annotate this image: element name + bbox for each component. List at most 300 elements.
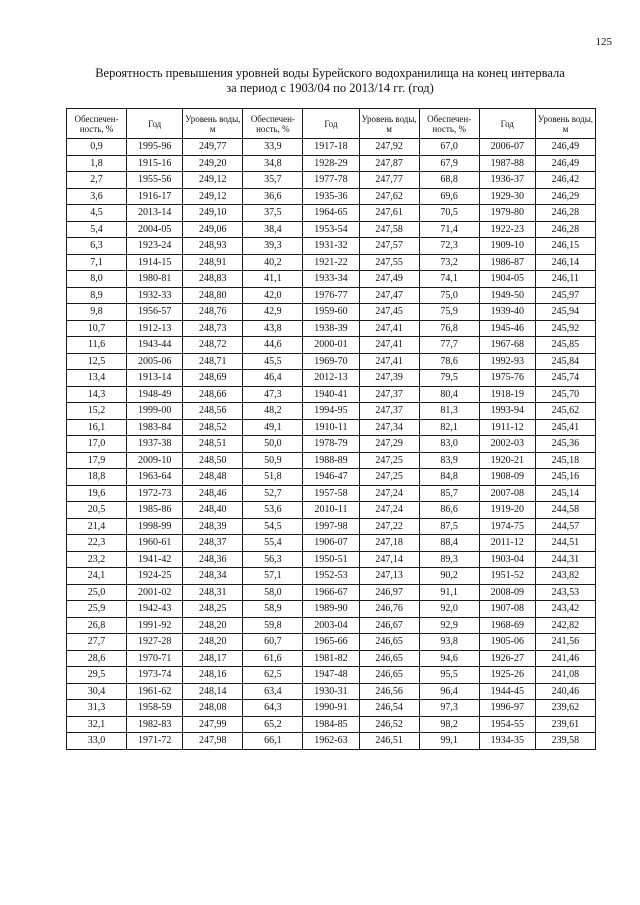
table-cell: 2004-05 [127, 221, 183, 238]
table-cell: 246,51 [359, 733, 419, 750]
table-cell: 249,20 [183, 155, 243, 172]
table-cell: 1981-82 [303, 650, 359, 667]
table-cell: 248,16 [183, 667, 243, 684]
table-cell: 247,45 [359, 304, 419, 321]
table-cell: 64,3 [243, 700, 303, 717]
table-cell: 247,49 [359, 271, 419, 288]
table-cell: 24,1 [67, 568, 127, 585]
table-cell: 1975-76 [479, 370, 535, 387]
table-cell: 1909-10 [479, 238, 535, 255]
table-row [67, 502, 596, 519]
table-cell: 1987-88 [479, 155, 535, 172]
table-cell: 248,93 [183, 238, 243, 255]
column-header: Обеспечен-ность, % [67, 109, 127, 139]
table-cell: 14,3 [67, 386, 127, 403]
table-cell: 83,9 [419, 452, 479, 469]
table-cell: 31,3 [67, 700, 127, 717]
table-cell: 1948-49 [127, 386, 183, 403]
table-cell: 60,7 [243, 634, 303, 651]
table-cell: 70,5 [419, 205, 479, 222]
table-cell: 246,65 [359, 650, 419, 667]
table-cell: 1965-66 [303, 634, 359, 651]
table-cell: 99,1 [419, 733, 479, 750]
table-cell: 40,2 [243, 254, 303, 271]
table-cell: 81,3 [419, 403, 479, 420]
table-cell: 82,1 [419, 419, 479, 436]
table-cell: 243,42 [535, 601, 595, 618]
table-cell: 2012-13 [303, 370, 359, 387]
table-cell: 1995-96 [127, 139, 183, 156]
table-row [67, 271, 596, 288]
table-cell: 245,74 [535, 370, 595, 387]
table-cell: 10,7 [67, 320, 127, 337]
table-cell: 55,4 [243, 535, 303, 552]
table-cell: 249,12 [183, 172, 243, 189]
table-row [67, 683, 596, 700]
table-cell: 247,58 [359, 221, 419, 238]
table-cell: 49,1 [243, 419, 303, 436]
table-cell: 45,5 [243, 353, 303, 370]
table-cell: 44,6 [243, 337, 303, 354]
table-row [67, 254, 596, 271]
table-cell: 243,53 [535, 584, 595, 601]
table-row [67, 617, 596, 634]
table-cell: 3,6 [67, 188, 127, 205]
table-cell: 1966-67 [303, 584, 359, 601]
table-cell: 248,73 [183, 320, 243, 337]
table-cell: 1978-79 [303, 436, 359, 453]
table-cell: 91,1 [419, 584, 479, 601]
table-cell: 248,34 [183, 568, 243, 585]
table-cell: 248,25 [183, 601, 243, 618]
table-cell: 1947-48 [303, 667, 359, 684]
table-cell: 1911-12 [479, 419, 535, 436]
table-cell: 84,8 [419, 469, 479, 486]
table-cell: 33,9 [243, 139, 303, 156]
table-cell: 50,0 [243, 436, 303, 453]
table-cell: 1929-30 [479, 188, 535, 205]
table-cell: 1916-17 [127, 188, 183, 205]
table-cell: 75,0 [419, 287, 479, 304]
table-cell: 246,28 [535, 205, 595, 222]
table-cell: 248,39 [183, 518, 243, 535]
table-cell: 87,5 [419, 518, 479, 535]
table-cell: 38,4 [243, 221, 303, 238]
table-cell: 1954-55 [479, 716, 535, 733]
table-cell: 1979-80 [479, 205, 535, 222]
table-cell: 247,29 [359, 436, 419, 453]
table-cell: 245,85 [535, 337, 595, 354]
table-cell: 2000-01 [303, 337, 359, 354]
table-cell: 244,58 [535, 502, 595, 519]
table-cell: 248,37 [183, 535, 243, 552]
table-row [67, 205, 596, 222]
table-cell: 1996-97 [479, 700, 535, 717]
table-cell: 1913-14 [127, 370, 183, 387]
table-cell: 1926-27 [479, 650, 535, 667]
table-cell: 68,8 [419, 172, 479, 189]
table-cell: 1953-54 [303, 221, 359, 238]
table-cell: 245,94 [535, 304, 595, 321]
table-cell: 247,99 [183, 716, 243, 733]
table-cell: 16,1 [67, 419, 127, 436]
table-cell: 1933-34 [303, 271, 359, 288]
column-header: Обеспечен-ность, % [243, 109, 303, 139]
table-cell: 30,4 [67, 683, 127, 700]
table-cell: 248,50 [183, 452, 243, 469]
table-cell: 19,6 [67, 485, 127, 502]
table-cell: 9,8 [67, 304, 127, 321]
table-cell: 52,7 [243, 485, 303, 502]
table-cell: 245,18 [535, 452, 595, 469]
table-cell: 50,9 [243, 452, 303, 469]
table-cell: 244,51 [535, 535, 595, 552]
table-cell: 247,55 [359, 254, 419, 271]
table-cell: 98,2 [419, 716, 479, 733]
table-cell: 247,62 [359, 188, 419, 205]
table-cell: 61,6 [243, 650, 303, 667]
table-cell: 247,24 [359, 485, 419, 502]
table-row [67, 650, 596, 667]
table-cell: 56,3 [243, 551, 303, 568]
table-cell: 247,92 [359, 139, 419, 156]
table-cell: 1930-31 [303, 683, 359, 700]
table-cell: 1967-68 [479, 337, 535, 354]
table-row [67, 403, 596, 420]
table-cell: 241,56 [535, 634, 595, 651]
table-cell: 1959-60 [303, 304, 359, 321]
table-cell: 1988-89 [303, 452, 359, 469]
table-cell: 66,1 [243, 733, 303, 750]
table-row [67, 287, 596, 304]
table-cell: 8,0 [67, 271, 127, 288]
table-cell: 247,77 [359, 172, 419, 189]
table-row [67, 386, 596, 403]
table-cell: 1984-85 [303, 716, 359, 733]
table-cell: 28,6 [67, 650, 127, 667]
table-cell: 2001-02 [127, 584, 183, 601]
table-cell: 1972-73 [127, 485, 183, 502]
table-cell: 35,7 [243, 172, 303, 189]
table-row [67, 667, 596, 684]
table-cell: 248,69 [183, 370, 243, 387]
table-row [67, 172, 596, 189]
table-cell: 23,2 [67, 551, 127, 568]
table-cell: 1942-43 [127, 601, 183, 618]
table-cell: 1935-36 [303, 188, 359, 205]
table-cell: 90,2 [419, 568, 479, 585]
table-cell: 74,1 [419, 271, 479, 288]
table-cell: 1964-65 [303, 205, 359, 222]
table-cell: 1922-23 [479, 221, 535, 238]
table-row [67, 370, 596, 387]
table-cell: 85,7 [419, 485, 479, 502]
table-cell: 58,9 [243, 601, 303, 618]
table-row [67, 551, 596, 568]
column-header: Год [127, 109, 183, 139]
table-cell: 1941-42 [127, 551, 183, 568]
table-cell: 89,3 [419, 551, 479, 568]
table-cell: 248,20 [183, 634, 243, 651]
table-cell: 22,3 [67, 535, 127, 552]
table-cell: 245,70 [535, 386, 595, 403]
table-cell: 54,5 [243, 518, 303, 535]
table-cell: 97,3 [419, 700, 479, 717]
table-cell: 46,4 [243, 370, 303, 387]
table-cell: 247,41 [359, 353, 419, 370]
table-row [67, 518, 596, 535]
table-cell: 247,22 [359, 518, 419, 535]
table-cell: 1986-87 [479, 254, 535, 271]
table-cell: 1955-56 [127, 172, 183, 189]
table-cell: 243,82 [535, 568, 595, 585]
table-cell: 26,8 [67, 617, 127, 634]
table-cell: 245,16 [535, 469, 595, 486]
table-cell: 248,46 [183, 485, 243, 502]
table-row [67, 337, 596, 354]
table-cell: 72,3 [419, 238, 479, 255]
table-cell: 247,47 [359, 287, 419, 304]
table-cell: 67,9 [419, 155, 479, 172]
table-cell: 1937-38 [127, 436, 183, 453]
table-cell: 246,28 [535, 221, 595, 238]
table-cell: 1914-15 [127, 254, 183, 271]
table-cell: 1957-58 [303, 485, 359, 502]
table-cell: 96,4 [419, 683, 479, 700]
column-header: Уровень воды, м [183, 109, 243, 139]
table-cell: 2010-11 [303, 502, 359, 519]
table-cell: 1956-57 [127, 304, 183, 321]
table-cell: 248,83 [183, 271, 243, 288]
table-cell: 1951-52 [479, 568, 535, 585]
table-cell: 1932-33 [127, 287, 183, 304]
table-cell: 1976-77 [303, 287, 359, 304]
column-header: Уровень воды, м [535, 109, 595, 139]
table-cell: 2007-08 [479, 485, 535, 502]
table-cell: 32,1 [67, 716, 127, 733]
table-cell: 1920-21 [479, 452, 535, 469]
table-cell: 246,11 [535, 271, 595, 288]
table-cell: 2006-07 [479, 139, 535, 156]
table-cell: 248,72 [183, 337, 243, 354]
table-cell: 1944-45 [479, 683, 535, 700]
table-cell: 11,6 [67, 337, 127, 354]
table-cell: 1919-20 [479, 502, 535, 519]
table-cell: 246,76 [359, 601, 419, 618]
table-row [67, 584, 596, 601]
table-cell: 245,41 [535, 419, 595, 436]
table-row [67, 634, 596, 651]
table-cell: 2011-12 [479, 535, 535, 552]
table-cell: 247,14 [359, 551, 419, 568]
table-cell: 17,9 [67, 452, 127, 469]
table-cell: 92,9 [419, 617, 479, 634]
table-cell: 17,0 [67, 436, 127, 453]
table-cell: 247,41 [359, 337, 419, 354]
table-cell: 20,5 [67, 502, 127, 519]
table-cell: 246,52 [359, 716, 419, 733]
column-header: Год [479, 109, 535, 139]
table-cell: 94,6 [419, 650, 479, 667]
table-cell: 247,39 [359, 370, 419, 387]
table-cell: 248,08 [183, 700, 243, 717]
table-cell: 1939-40 [479, 304, 535, 321]
table-row [67, 304, 596, 321]
table-cell: 1923-24 [127, 238, 183, 255]
table-cell: 63,4 [243, 683, 303, 700]
table-cell: 37,5 [243, 205, 303, 222]
table-cell: 1940-41 [303, 386, 359, 403]
table-row [67, 155, 596, 172]
table-cell: 4,5 [67, 205, 127, 222]
table-cell: 1952-53 [303, 568, 359, 585]
table-cell: 248,71 [183, 353, 243, 370]
table-cell: 1917-18 [303, 139, 359, 156]
table-cell: 1927-28 [127, 634, 183, 651]
table-cell: 2005-06 [127, 353, 183, 370]
table-row [67, 436, 596, 453]
table-cell: 47,3 [243, 386, 303, 403]
table-cell: 249,12 [183, 188, 243, 205]
column-header: Год [303, 109, 359, 139]
table-row [67, 733, 596, 750]
table-cell: 88,4 [419, 535, 479, 552]
table-cell: 2013-14 [127, 205, 183, 222]
table-row [67, 535, 596, 552]
table-cell: 75,9 [419, 304, 479, 321]
table-cell: 79,5 [419, 370, 479, 387]
table-cell: 1991-92 [127, 617, 183, 634]
table-cell: 245,84 [535, 353, 595, 370]
table-cell: 15,2 [67, 403, 127, 420]
table-cell: 95,5 [419, 667, 479, 684]
table-cell: 246,42 [535, 172, 595, 189]
table-cell: 247,37 [359, 403, 419, 420]
table-cell: 247,41 [359, 320, 419, 337]
table-row [67, 353, 596, 370]
table-cell: 1968-69 [479, 617, 535, 634]
table-cell: 1977-78 [303, 172, 359, 189]
table-row [67, 700, 596, 717]
table-cell: 248,80 [183, 287, 243, 304]
table-cell: 1903-04 [479, 551, 535, 568]
table-cell: 2002-03 [479, 436, 535, 453]
table-cell: 1925-26 [479, 667, 535, 684]
table-cell: 41,1 [243, 271, 303, 288]
table-cell: 248,52 [183, 419, 243, 436]
table-cell: 247,87 [359, 155, 419, 172]
table-cell: 248,48 [183, 469, 243, 486]
table-cell: 2009-10 [127, 452, 183, 469]
table-cell: 1934-35 [479, 733, 535, 750]
table-cell: 76,8 [419, 320, 479, 337]
table-cell: 25,9 [67, 601, 127, 618]
table-cell: 248,14 [183, 683, 243, 700]
title-line-2: за период с 1903/04 по 2013/14 гг. (год) [226, 81, 434, 95]
table-cell: 7,1 [67, 254, 127, 271]
table-cell: 2,7 [67, 172, 127, 189]
table-cell: 242,82 [535, 617, 595, 634]
table-cell: 248,56 [183, 403, 243, 420]
table-row [67, 601, 596, 618]
column-header: Уровень воды, м [359, 109, 419, 139]
table-cell: 1908-09 [479, 469, 535, 486]
table-cell: 69,6 [419, 188, 479, 205]
table-cell: 248,36 [183, 551, 243, 568]
table-cell: 1921-22 [303, 254, 359, 271]
table-cell: 29,5 [67, 667, 127, 684]
table-cell: 249,10 [183, 205, 243, 222]
table-cell: 245,97 [535, 287, 595, 304]
table-cell: 1928-29 [303, 155, 359, 172]
table-cell: 1949-50 [479, 287, 535, 304]
table-cell: 247,98 [183, 733, 243, 750]
table-cell: 1936-37 [479, 172, 535, 189]
table-cell: 246,14 [535, 254, 595, 271]
table-cell: 247,34 [359, 419, 419, 436]
table-cell: 1985-86 [127, 502, 183, 519]
page-number: 125 [595, 36, 612, 48]
table-cell: 73,2 [419, 254, 479, 271]
table-cell: 12,5 [67, 353, 127, 370]
table-row [67, 139, 596, 156]
table-cell: 53,6 [243, 502, 303, 519]
table-cell: 25,0 [67, 584, 127, 601]
table-cell: 1974-75 [479, 518, 535, 535]
table-cell: 1962-63 [303, 733, 359, 750]
table-cell: 1970-71 [127, 650, 183, 667]
table-cell: 43,8 [243, 320, 303, 337]
table-cell: 42,0 [243, 287, 303, 304]
table-cell: 245,62 [535, 403, 595, 420]
table-cell: 244,31 [535, 551, 595, 568]
table-cell: 57,1 [243, 568, 303, 585]
table-cell: 33,0 [67, 733, 127, 750]
table-cell: 248,51 [183, 436, 243, 453]
table-cell: 83,0 [419, 436, 479, 453]
table-cell: 1910-11 [303, 419, 359, 436]
table-cell: 36,6 [243, 188, 303, 205]
table-cell: 1904-05 [479, 271, 535, 288]
table-cell: 246,49 [535, 139, 595, 156]
table-cell: 58,0 [243, 584, 303, 601]
table-cell: 246,67 [359, 617, 419, 634]
table-cell: 1,8 [67, 155, 127, 172]
page-title [60, 66, 600, 96]
table-cell: 248,17 [183, 650, 243, 667]
table-cell: 8,9 [67, 287, 127, 304]
table-cell: 1907-08 [479, 601, 535, 618]
table-body [67, 139, 596, 750]
table-cell: 246,15 [535, 238, 595, 255]
table-cell: 1990-91 [303, 700, 359, 717]
table-cell: 249,06 [183, 221, 243, 238]
table-cell: 248,31 [183, 584, 243, 601]
table-row [67, 320, 596, 337]
table-cell: 248,76 [183, 304, 243, 321]
table-cell: 1997-98 [303, 518, 359, 535]
table-cell: 247,25 [359, 469, 419, 486]
table-cell: 245,92 [535, 320, 595, 337]
table-cell: 248,20 [183, 617, 243, 634]
table-cell: 92,0 [419, 601, 479, 618]
table-cell: 1992-93 [479, 353, 535, 370]
table-row [67, 419, 596, 436]
table-cell: 1963-64 [127, 469, 183, 486]
table-header-row [67, 109, 596, 139]
table-row [67, 452, 596, 469]
table-cell: 21,4 [67, 518, 127, 535]
